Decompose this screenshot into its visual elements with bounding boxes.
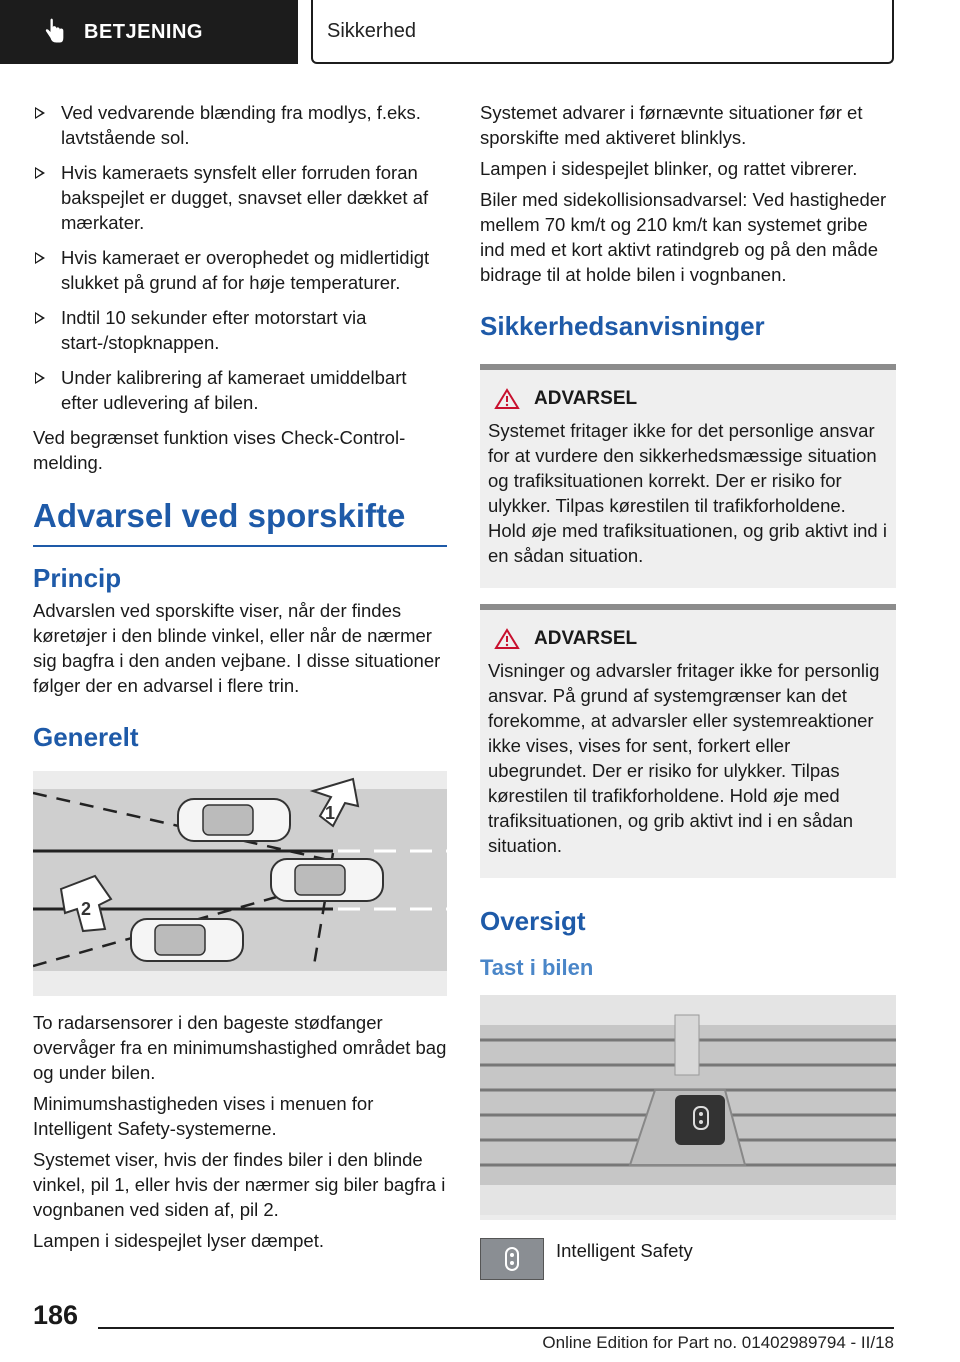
warning-text: Systemet fritager ikke for det personlige ansvar for at vurdere den sikkerhedsmæssige situation og trafiksituationen korrekt. Der er risiko for ulykker. Tilpas kørestilen til trafikforholdene. Hold øje med trafiksituationen, og grib aktivt ind i en sådan situation. xyxy=(488,420,887,566)
arrow-1-label: 1 xyxy=(325,803,336,823)
section-title: Advarsel ved sporskifte xyxy=(33,497,447,547)
left-column xyxy=(33,100,447,1259)
right-column xyxy=(480,100,896,1280)
key-label: Intelligent Safety xyxy=(556,1240,693,1261)
paragraph: Minimumshastigheden vises i menuen for Intelligent Safety-systemerne. xyxy=(33,1093,374,1139)
intelligent-safety-key-icon xyxy=(480,1238,544,1280)
lane-change-figure xyxy=(33,771,447,996)
paragraph: Biler med sidekollisionsadvarsel: Ved hastigheder mellem 70 km/t og 210 km/t kan systemet gribe ind med et kort aktivt ratindgreb og på den måde bidrage til at holde bilen i vognbanen. xyxy=(480,189,887,285)
list-item: Indtil 10 sekunder efter motorstart via start-/stopknappen. xyxy=(33,305,447,355)
key-legend xyxy=(480,1238,896,1280)
general-heading: Generelt xyxy=(33,722,139,752)
list-item: Hvis kameraet er overophedet og midlertidigt slukket på grund af for høje temperaturer. xyxy=(33,245,447,295)
warning-box xyxy=(480,364,896,588)
footer-divider xyxy=(98,1327,894,1329)
chapter-header xyxy=(311,0,894,64)
paragraph: Lampen i sidespejlet lyser dæmpet. xyxy=(33,1230,325,1251)
lane-change-diagram xyxy=(33,771,447,991)
edition-text: Online Edition for Part no. 01402989794 - II/18 xyxy=(542,1333,894,1352)
page-number: 186 xyxy=(33,1300,79,1330)
section-label: BETJENING xyxy=(84,20,203,43)
button-heading: Tast i bilen xyxy=(480,955,594,980)
paragraph: To radarsensorer i den bageste stødfanger overvåger fra en minimumshastighed området bag og under bilen. xyxy=(33,1012,447,1083)
warning-icon xyxy=(494,388,520,410)
triangle-bullet-icon xyxy=(35,252,45,264)
warning-title: ADVARSEL xyxy=(534,388,638,409)
console-button-photo xyxy=(480,995,896,1215)
check-control-text: Ved begrænset funktion vises Check-Control-melding. xyxy=(33,427,406,473)
hand-pointer-icon xyxy=(40,18,68,46)
chapter-label: Sikkerhed xyxy=(327,19,416,42)
warning-box xyxy=(480,604,896,878)
triangle-bullet-icon xyxy=(35,167,45,179)
list-item: Hvis kameraets synsfelt eller forruden foran bakspejlet er dugget, snavset eller dækket af mærkater. xyxy=(33,160,447,235)
console-figure xyxy=(480,995,896,1220)
car-approaching-icon xyxy=(131,919,243,961)
condition-list xyxy=(33,100,447,415)
car-blind-spot-icon xyxy=(178,799,290,841)
paragraph: Systemet advarer i førnævnte situationer før et sporskifte med aktiveret blinklys. xyxy=(480,102,863,148)
principle-heading: Princip xyxy=(33,563,122,593)
list-item: Ved vedvarende blænding fra modlys, f.eks. lavtstående sol. xyxy=(33,100,447,150)
paragraph: Systemet viser, hvis der findes biler i den blinde vinkel, pil 1, eller hvis der nærmer sig biler bagfra i vognbanen ved siden af, pil 2. xyxy=(33,1149,446,1220)
warning-icon xyxy=(494,628,520,650)
principle-text: Advarslen ved sporskifte viser, når der findes køretøjer i den blinde vinkel, eller når de nærmer sig bagfra i den anden vejbane. I disse situationer følger der en advarsel i flere trin. xyxy=(33,600,441,696)
arrow-2-label: 2 xyxy=(81,899,92,919)
car-own-icon xyxy=(271,859,383,901)
warning-text: Visninger og advarsler fritager ikke for personlig ansvar. På grund af systemgrænser kan det forekomme, at advarsler eller systemreaktioner ikke vises, vises for sent, forkert eller ubegrundet. Der er risiko for ulykker. Tilpas kørestilen til trafikforholdene. Hold øje med trafiksituationen, og grib aktivt ind i en sådan situation. xyxy=(488,660,880,856)
triangle-bullet-icon xyxy=(35,312,45,324)
list-item: Under kalibrering af kameraet umiddelbart efter udlevering af bilen. xyxy=(33,365,447,415)
warning-title: ADVARSEL xyxy=(534,628,638,649)
overview-heading: Oversigt xyxy=(480,906,586,936)
triangle-bullet-icon xyxy=(35,372,45,384)
triangle-bullet-icon xyxy=(35,107,45,119)
section-tab xyxy=(0,0,298,64)
safety-heading: Sikkerhedsanvisninger xyxy=(480,311,765,341)
paragraph: Lampen i sidespejlet blinker, og rattet vibrerer. xyxy=(480,158,858,179)
